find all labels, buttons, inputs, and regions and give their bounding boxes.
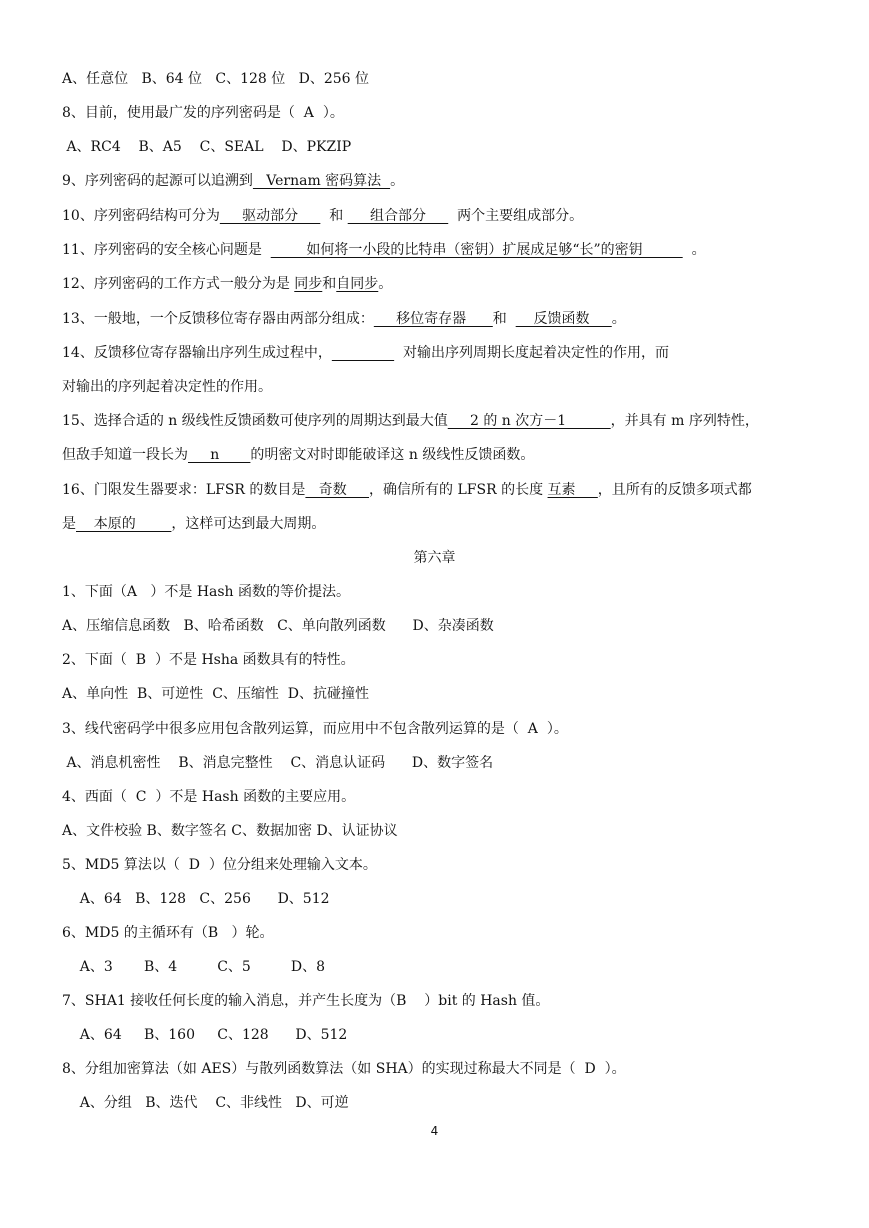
answer: 驱动部分 (219, 208, 321, 224)
text: 的明密文对时即能破译这 n 级线性反馈函数。 (250, 447, 535, 463)
answer: 本原的 (76, 516, 172, 532)
ch6-question-5-options: A、64 B、128 C、256 D、512 (62, 891, 330, 907)
text: ，这样可达到最大周期。 (171, 516, 326, 532)
ch6-question-3-options: A、消息机密性 B、消息完整性 C、消息认证码 D、数字签名 (62, 755, 494, 771)
text: 。 (682, 242, 706, 258)
answer-blank (332, 345, 394, 361)
text: 。 (378, 276, 393, 292)
answer: 组合部分 (347, 208, 449, 224)
question-12 (62, 275, 392, 293)
ch6-question-8-options: A、分组 B、迭代 C、非线性 D、可逆 (62, 1095, 349, 1111)
ch6-question-3: 3、线代密码学中很多应用包含散列运算，而应用中不包含散列运算的是（ A ）。 (62, 721, 568, 737)
ch6-question-7: 7、SHA1 接收任何长度的输入消息，并产生长度为（B ）bit 的 Hash 值。 (62, 993, 550, 1009)
question-13 (62, 310, 626, 328)
ch6-question-2-options: A、单向性 B、可逆性 C、压缩性 D、抗碰撞性 (62, 686, 370, 702)
text: 14、反馈移位寄存器输出序列生成过程中， (62, 345, 332, 361)
ch6-question-5: 5、MD5 算法以（ D ）位分组来处理输入文本。 (62, 857, 377, 873)
text: 和 (492, 311, 516, 327)
ch6-question-6-options: A、3 B、4 C、5 D、8 (62, 959, 326, 975)
text: 13、一般地，一个反馈移位寄存器由两部分组成： (62, 311, 374, 327)
answer: 反馈函数 (515, 311, 612, 327)
question-9 (62, 172, 404, 190)
text: 但敌手知道一段长为 (62, 447, 188, 463)
text: 和 (322, 276, 337, 292)
answer: Vernam 密码算法 (252, 173, 391, 189)
text: 是 (62, 516, 76, 532)
answer: 移位寄存器 (373, 311, 493, 327)
ch6-question-8: 8、分组加密算法（如 AES）与散列函数算法（如 SHA）的实现过称最大不同是（ D ）。 (62, 1061, 626, 1077)
question-14 (62, 344, 669, 362)
question-8: 8、目前，使用最广发的序列密码是（ A ）。 (62, 105, 344, 121)
text: ，并具有 m 序列特性， (610, 413, 759, 429)
answer: 2 的 n 次方－1 (447, 413, 611, 429)
text: 11、序列密码的安全核心问题是 (62, 242, 271, 258)
text: 12、序列密码的工作方式一般分为是 (62, 276, 295, 292)
text: 。 (390, 173, 405, 189)
answer: 互素 (547, 482, 598, 498)
ch6-question-4-options: A、文件校验 B、数字签名 C、数据加密 D、认证协议 (62, 823, 398, 839)
question-8-options: A、RC4 B、A5 C、SEAL D、PKZIP (62, 139, 352, 155)
text: 。 (611, 311, 626, 327)
ch6-question-1-options: A、压缩信息函数 B、哈希函数 C、单向散列函数 D、杂凑函数 (62, 618, 494, 634)
page-number: 4 (430, 1124, 439, 1138)
question-11 (62, 241, 706, 259)
ch6-question-2: 2、下面（ B ）不是 Hsha 函数具有的特性。 (62, 652, 355, 668)
chapter-title: 第六章 (413, 550, 456, 566)
ch6-question-4: 4、西面（ C ）不是 Hash 函数的主要应用。 (62, 789, 356, 805)
text: ，确信所有的 LFSR 的长度 (369, 482, 548, 498)
text: 10、序列密码结构可分为 (62, 208, 220, 224)
ch6-question-7-options: A、64 B、160 C、128 D、512 (62, 1027, 348, 1043)
question-10 (62, 207, 583, 225)
question-16-continued (62, 515, 325, 533)
answer: 如何将一小段的比特串（密钥）扩展成足够“长”的密钥 (270, 242, 683, 258)
ch6-question-1: 1、下面（A ）不是 Hash 函数的等价提法。 (62, 584, 351, 600)
text: 9、序列密码的起源可以追溯到 (62, 173, 253, 189)
text: 对输出序列周期长度起着决定性的作用，而 (394, 345, 670, 361)
question-7-options: A、任意位 B、64 位 C、128 位 D、256 位 (62, 71, 369, 87)
text: ，且所有的反馈多项式都 (597, 482, 752, 498)
answer: 自同步 (336, 276, 379, 292)
text: 15、选择合适的 n 级线性反馈函数可使序列的周期达到最大值 (62, 413, 448, 429)
answer: 奇数 (305, 482, 370, 498)
question-14-continued: 对输出的序列起着决定性的作用。 (62, 379, 272, 395)
ch6-question-6: 6、MD5 的主循环有（B ）轮。 (62, 925, 274, 941)
answer: n (188, 447, 251, 463)
text: 16、门限发生器要求：LFSR 的数目是 (62, 482, 306, 498)
answer: 同步 (294, 276, 323, 292)
question-15 (62, 412, 759, 430)
question-16 (62, 481, 752, 499)
question-15-continued (62, 446, 534, 464)
text: 和 (320, 208, 348, 224)
text: 两个主要组成部分。 (448, 208, 584, 224)
